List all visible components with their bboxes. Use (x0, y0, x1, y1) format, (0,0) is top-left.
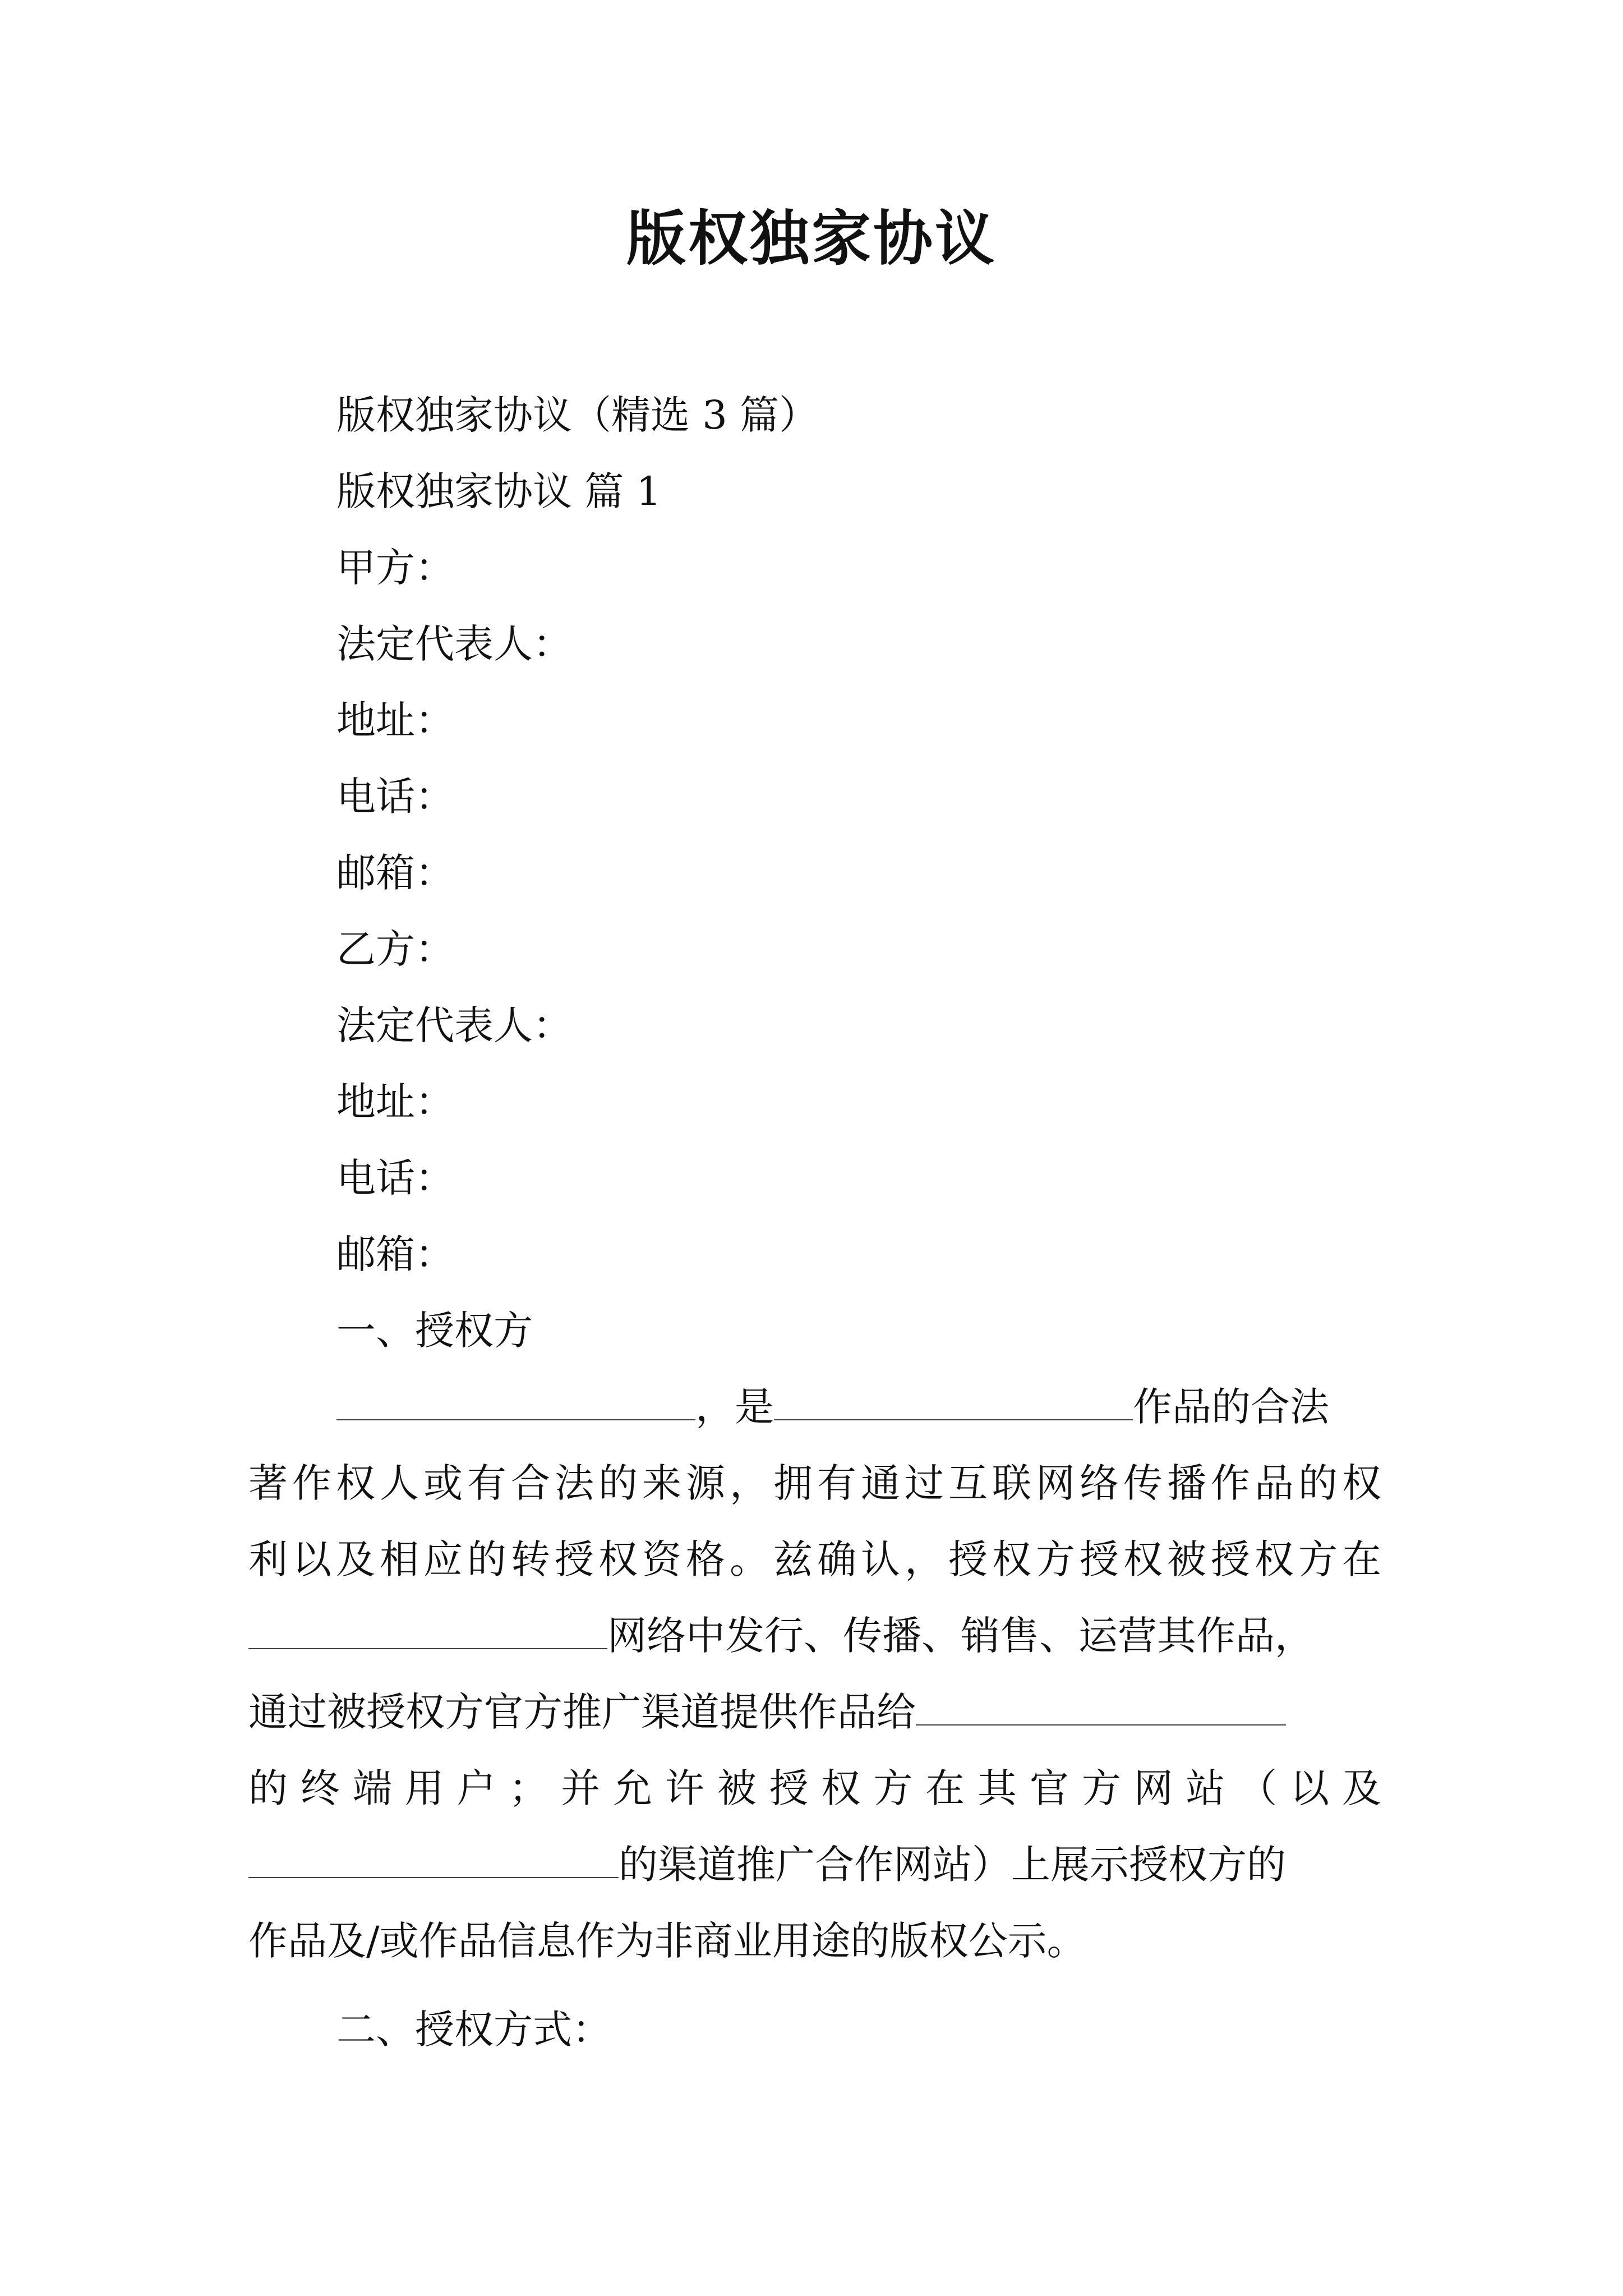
section-1-line-6: 的终端用户；并允许被授权方在其官方网站（以及 (248, 1765, 1381, 1811)
blank-field (248, 1609, 607, 1649)
document-title: 版权独家协议 (626, 203, 997, 273)
party-b-label: 乙方： (336, 926, 454, 972)
section-1-line-2: 著作权人或有合法的来源，拥有通过互联网络传播作品的权 (248, 1460, 1381, 1506)
paragraph-text: 的渠道推广合作网站）上展示授权方的 (619, 1842, 1286, 1888)
blank-field (248, 1838, 619, 1878)
section-1-line-4 (248, 1608, 1381, 1664)
blank-field (336, 1380, 695, 1420)
party-a-rep: 法定代表人： (336, 621, 572, 667)
party-b-address: 地址： (336, 1079, 454, 1125)
blank-field (774, 1380, 1133, 1420)
party-b-email: 邮箱： (336, 1231, 454, 1277)
section-1-line-7 (248, 1837, 1381, 1893)
section-1-line-5 (248, 1684, 1381, 1740)
section-1-line-1 (336, 1379, 1381, 1435)
party-a-address: 地址： (336, 697, 454, 743)
section-1-heading: 一、授权方 (336, 1308, 533, 1354)
paragraph-text: 通过被授权方官方推广渠道提供作品给 (248, 1689, 916, 1735)
section-2-heading: 二、授权方式： (336, 2007, 611, 2053)
party-a-email: 邮箱： (336, 850, 454, 896)
document-subtitle: 版权独家协议（精选 3 篇） (336, 392, 819, 438)
paragraph-text: 网络中发行、传播、销售、运营其作品， (607, 1613, 1314, 1659)
party-a-label: 甲方： (336, 545, 454, 591)
party-a-phone: 电话： (336, 774, 454, 820)
blank-field (916, 1685, 1286, 1726)
paragraph-text: ，是 (695, 1384, 774, 1430)
party-b-phone: 电话： (336, 1155, 454, 1201)
article-heading: 版权独家协议 篇 1 (336, 468, 662, 514)
section-1-line-3: 利以及相应的转授权资格。兹确认，授权方授权被授权方在 (248, 1536, 1381, 1582)
paragraph-text: 作品的合法 (1133, 1384, 1329, 1430)
section-1-line-8: 作品及/或作品信息作为非商业用途的版权公示。 (248, 1918, 1086, 1964)
party-b-rep: 法定代表人： (336, 1002, 572, 1048)
